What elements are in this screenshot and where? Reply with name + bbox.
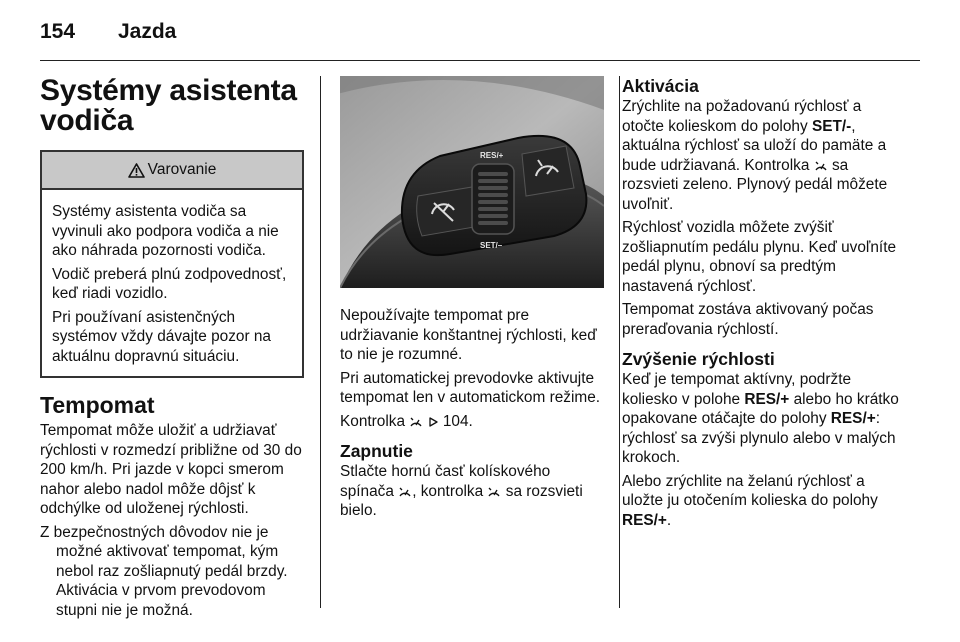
col3-paragraph-5 bbox=[622, 472, 904, 531]
image-label-res: RES/+ bbox=[480, 151, 504, 160]
zapnutie-text-1: Stlačte hornú časť kolískového spínača bbox=[340, 463, 551, 500]
paragraph-5-end: . bbox=[666, 511, 672, 529]
zapnutie-paragraph bbox=[340, 462, 604, 521]
zvysenie-text-3: : rýchlosť sa zvýši plynulo alebo v malých krokoch. bbox=[622, 410, 896, 466]
col2-paragraph-2: Pri automatickej prevodovke aktivujte tempomat len v automatickom režime. bbox=[340, 369, 601, 406]
cruise-control-icon bbox=[409, 416, 423, 428]
aktivacia-text-3: sa rozsvieti zeleno. Plynový pedál môžete uvoľniť. bbox=[622, 156, 888, 213]
aktivacia-text-1: Zrýchlite na požadovanú rýchlosť a otočte kolieskom do polohy bbox=[622, 98, 862, 135]
reference-page[interactable]: 104. bbox=[442, 412, 473, 430]
column-divider-2 bbox=[619, 76, 620, 608]
column-divider-1 bbox=[320, 76, 321, 608]
set-minus-label: SET/- bbox=[811, 117, 852, 135]
section-heading-tempomat: Tempomat bbox=[40, 392, 155, 418]
zapnutie-text-2: , kontrolka bbox=[412, 482, 484, 500]
reference-arrow-icon[interactable] bbox=[428, 416, 439, 428]
steering-wheel-image bbox=[340, 76, 604, 288]
tempomat-paragraph-2: Z bezpečnostných dôvodov nie je možné aktivovať tempomat, kým nebol raz zošliapnutý pedál brzdy. Aktivácia v prvom prevodovom stupni nie je možná. bbox=[40, 523, 288, 619]
zvysenie-text-2: alebo ho krátko opakovane otáčajte do polohy bbox=[622, 390, 899, 427]
res-plus-label: RES/+ bbox=[744, 390, 790, 408]
column-1 bbox=[40, 76, 304, 624]
column-3 bbox=[622, 76, 904, 534]
section-heading-zapnutie: Zapnutie bbox=[340, 441, 413, 461]
warning-box bbox=[40, 150, 304, 378]
image-label-set: SET/– bbox=[480, 241, 503, 250]
page-number: 154 bbox=[40, 20, 76, 43]
col3-paragraph-2: Rýchlosť vozidla môžete zvýšiť zošliapnutím pedálu plynu. Keď uvoľníte pedál plynu, obnoví sa predtým nastavená rýchlosť. bbox=[622, 219, 897, 295]
res-plus-label: RES/+ bbox=[830, 410, 876, 427]
page-title bbox=[40, 76, 304, 136]
column-2 bbox=[340, 76, 604, 525]
zapnutie-text-3: sa rozsvieti bielo. bbox=[340, 482, 583, 519]
kontrolka-text: Kontrolka bbox=[340, 412, 406, 430]
header-rule bbox=[40, 60, 920, 61]
cruise-control-icon bbox=[814, 160, 828, 172]
aktivacia-text-2: , aktuálna rýchlosť sa uloží do pamäte a bude udržiavaná. Kontrolka bbox=[622, 117, 887, 174]
title-line-1: Systémy asistenta bbox=[40, 74, 297, 107]
warning-paragraph: Systémy asistenta vodiča sa vyvinuli ako podpora vodiča a nie ako náhrada pozornosti vodiča. bbox=[52, 203, 279, 259]
warning-paragraph: Vodič preberá plnú zodpovednosť, keď riadi vozidlo. bbox=[52, 265, 287, 302]
cruise-control-icon bbox=[398, 486, 412, 498]
section-heading-aktivacia: Aktivácia bbox=[622, 76, 699, 96]
warning-heading bbox=[42, 152, 302, 190]
title-line-2: vodiča bbox=[40, 104, 134, 137]
section-title: Jazda bbox=[118, 20, 177, 43]
warning-paragraph: Pri používaní asistenčných systémov vždy dávajte pozor na aktuálnu dopravnú situáciu. bbox=[52, 308, 271, 365]
col2-paragraph-3 bbox=[340, 412, 604, 432]
warning-triangle-icon bbox=[128, 163, 145, 178]
aktivacia-paragraph bbox=[622, 97, 904, 214]
warning-heading-text: Varovanie bbox=[147, 161, 217, 179]
zvysenie-text-1: Keď je tempomat aktívny, podržte koliesko v polohe bbox=[622, 371, 852, 408]
page-header bbox=[40, 14, 920, 54]
paragraph-5-text: Alebo zrýchlite na želanú rýchlosť a uložte ju otočením kolieska do polohy bbox=[622, 472, 878, 509]
tempomat-paragraph-1: Tempomat môže uložiť a udržiavať rýchlosti v rozmedzí približne od 30 do 200 km/h. Pri jazde v kopci smerom nahor alebo nadol môže dôjsť k odchýlke od uloženej rýchlosti. bbox=[40, 422, 302, 517]
cruise-control-icon bbox=[487, 486, 501, 498]
col2-paragraph-1: Nepoužívajte tempomat pre udržiavanie konštantnej rýchlosti, keď to nie je rozumné. bbox=[340, 307, 597, 363]
warning-body bbox=[42, 190, 302, 376]
section-heading-zvysenie: Zvýšenie rýchlosti bbox=[622, 349, 775, 369]
zvysenie-paragraph bbox=[622, 370, 904, 468]
res-plus-label: RES/+ bbox=[622, 511, 667, 529]
col3-paragraph-3: Tempomat zostáva aktivovaný počas preraďovania rýchlostí. bbox=[622, 301, 874, 338]
